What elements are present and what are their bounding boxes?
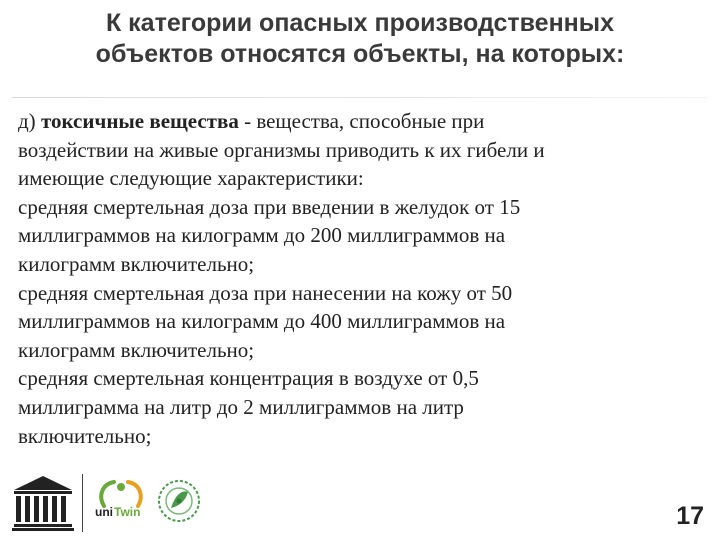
body-line-1 — [18, 107, 708, 136]
body-line-12: включительно; — [18, 423, 152, 448]
body-line-6: килограмм включительно; — [18, 251, 255, 276]
green-emblem-logo — [156, 478, 202, 524]
body-line-1-rest: - вещества, способные при — [238, 109, 485, 133]
body-line-10: средняя смертельная концентрация в воздухе от 0,5 — [18, 366, 479, 391]
term-toxic-substances: токсичные вещества — [40, 109, 239, 133]
page-number: 17 — [676, 502, 704, 530]
body-line-3: имеющие следующие характеристики: — [18, 166, 364, 191]
body-line-8: миллиграммов на килограмм до 400 миллиграммов на — [18, 309, 506, 334]
unitwin-wordmark-uni: uni — [95, 505, 113, 519]
unitwin-wordmark-twin: Twin — [114, 505, 141, 519]
body-line-9: килограмм включительно; — [18, 337, 255, 362]
body-line-2: воздействии на живые организмы приводить к их гибели и — [18, 137, 545, 162]
item-prefix: д) — [18, 109, 41, 133]
unitwin-logo — [92, 476, 150, 530]
body-line-5: миллиграммов на килограмм до 200 миллиграммов на — [18, 223, 506, 248]
slide-title-line-2: объектов относятся объекты, на которых: — [95, 40, 625, 68]
body-line-4: средняя смертельная доза при введении в желудок от 15 — [18, 194, 521, 219]
body-line-11: миллиграмма на литр до 2 миллиграммов на литр — [18, 394, 464, 419]
slide-title — [0, 8, 720, 70]
title-divider — [12, 97, 708, 98]
slide-title-line-1: К категории опасных производственных — [105, 9, 615, 37]
unesco-logo — [12, 474, 74, 532]
body-line-7: средняя смертельная доза при нанесении на кожу от 50 — [18, 280, 513, 305]
logo-divider — [82, 474, 83, 532]
slide-body-text — [18, 107, 708, 450]
